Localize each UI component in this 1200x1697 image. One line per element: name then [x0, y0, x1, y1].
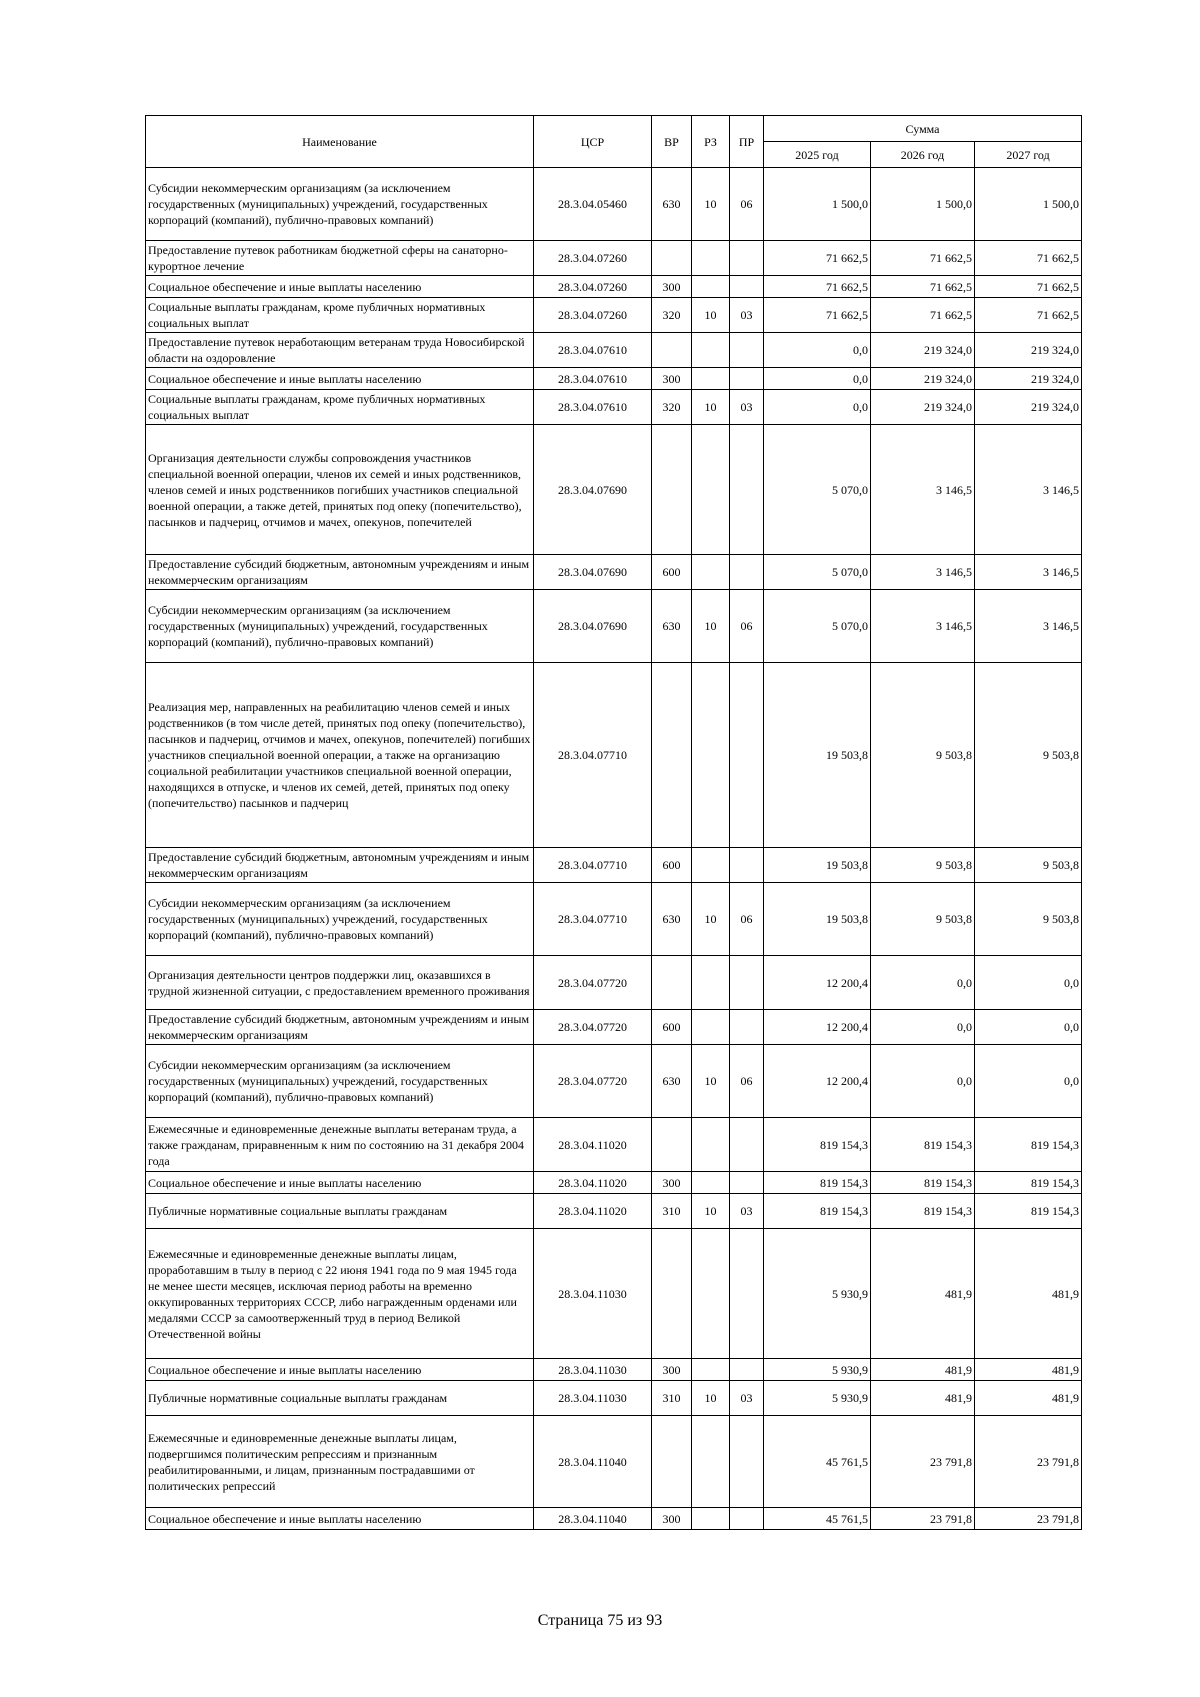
row-csr: 28.3.04.11020: [534, 1118, 652, 1172]
row-csr: 28.3.04.07260: [534, 241, 652, 276]
row-vr: [652, 1416, 692, 1508]
row-amount-2027: 0,0: [975, 956, 1082, 1010]
row-amount-2027: 481,9: [975, 1381, 1082, 1416]
row-vr: 320: [652, 390, 692, 425]
row-csr: 28.3.04.11030: [534, 1381, 652, 1416]
row-amount-2025: 19 503,8: [764, 883, 871, 956]
row-name: Публичные нормативные социальные выплаты гражданам: [146, 1194, 534, 1229]
row-name: Субсидии некоммерческим организациям (за исключением государственных (муниципальных) учреждений, государственных корпораций (компаний), публично-правовых компаний): [146, 168, 534, 241]
row-vr: 300: [652, 1172, 692, 1194]
row-csr: 28.3.04.07610: [534, 368, 652, 390]
row-rz: [692, 1118, 730, 1172]
row-amount-2027: 9 503,8: [975, 663, 1082, 848]
row-amount-2025: 45 761,5: [764, 1508, 871, 1530]
row-rz: [692, 276, 730, 298]
row-pr: 03: [730, 390, 764, 425]
row-vr: [652, 241, 692, 276]
row-name: Предоставление субсидий бюджетным, автономным учреждениям и иным некоммерческим организациям: [146, 848, 534, 883]
row-rz: 10: [692, 298, 730, 333]
row-amount-2025: 19 503,8: [764, 663, 871, 848]
row-rz: 10: [692, 1381, 730, 1416]
row-amount-2026: 71 662,5: [871, 298, 975, 333]
header-pr: ПР: [730, 116, 764, 168]
row-vr: 300: [652, 276, 692, 298]
header-csr: ЦСР: [534, 116, 652, 168]
table-row: [146, 1229, 1082, 1359]
row-amount-2025: 819 154,3: [764, 1118, 871, 1172]
row-csr: 28.3.04.11020: [534, 1194, 652, 1229]
row-rz: 10: [692, 590, 730, 663]
row-rz: [692, 368, 730, 390]
row-pr: [730, 1172, 764, 1194]
row-pr: 06: [730, 168, 764, 241]
row-amount-2026: 9 503,8: [871, 663, 975, 848]
row-amount-2027: 819 154,3: [975, 1194, 1082, 1229]
row-vr: 630: [652, 883, 692, 956]
row-amount-2027: 0,0: [975, 1010, 1082, 1045]
row-amount-2027: 3 146,5: [975, 425, 1082, 555]
row-csr: 28.3.04.11030: [534, 1229, 652, 1359]
row-pr: [730, 1229, 764, 1359]
row-amount-2026: 23 791,8: [871, 1416, 975, 1508]
row-rz: [692, 1359, 730, 1381]
row-amount-2025: 5 930,9: [764, 1381, 871, 1416]
table-row: [146, 1359, 1082, 1381]
row-amount-2025: 5 930,9: [764, 1229, 871, 1359]
row-pr: [730, 241, 764, 276]
row-amount-2027: 219 324,0: [975, 390, 1082, 425]
row-amount-2025: 12 200,4: [764, 1045, 871, 1118]
row-amount-2025: 71 662,5: [764, 298, 871, 333]
row-csr: 28.3.04.11030: [534, 1359, 652, 1381]
header-name: Наименование: [146, 116, 534, 168]
row-csr: 28.3.04.11040: [534, 1508, 652, 1530]
row-amount-2026: 3 146,5: [871, 425, 975, 555]
row-amount-2026: 819 154,3: [871, 1172, 975, 1194]
row-csr: 28.3.04.07710: [534, 883, 652, 956]
row-amount-2027: 23 791,8: [975, 1416, 1082, 1508]
row-csr: 28.3.04.07720: [534, 956, 652, 1010]
row-rz: [692, 1172, 730, 1194]
row-amount-2025: 819 154,3: [764, 1172, 871, 1194]
row-amount-2027: 9 503,8: [975, 883, 1082, 956]
row-amount-2027: 9 503,8: [975, 848, 1082, 883]
row-vr: [652, 663, 692, 848]
row-csr: 28.3.04.07260: [534, 276, 652, 298]
table-row: [146, 1508, 1082, 1530]
row-pr: 06: [730, 590, 764, 663]
row-amount-2026: 0,0: [871, 956, 975, 1010]
row-name: Социальное обеспечение и иные выплаты населению: [146, 368, 534, 390]
row-rz: 10: [692, 1194, 730, 1229]
row-name: Социальное обеспечение и иные выплаты населению: [146, 1508, 534, 1530]
row-name: Ежемесячные и единовременные денежные выплаты лицам, проработавшим в тылу в период с 22 июня 1941 года по 9 мая 1945 года не менее шести месяцев, исключая период работы на временно оккупированных территориях СССР, либо награжденным орденами или медалями СССР за самоотверженный труд в период Великой Отечественной войны: [146, 1229, 534, 1359]
row-vr: [652, 1229, 692, 1359]
row-name: Организация деятельности центров поддержки лиц, оказавшихся в трудной жизненной ситуации, с предоставлением временного проживания: [146, 956, 534, 1010]
row-amount-2026: 219 324,0: [871, 390, 975, 425]
row-rz: 10: [692, 168, 730, 241]
row-csr: 28.3.04.07260: [534, 298, 652, 333]
row-pr: 03: [730, 1194, 764, 1229]
table-row: [146, 1416, 1082, 1508]
row-amount-2027: 71 662,5: [975, 276, 1082, 298]
row-pr: [730, 1508, 764, 1530]
row-amount-2026: 71 662,5: [871, 276, 975, 298]
row-amount-2026: 9 503,8: [871, 848, 975, 883]
row-rz: 10: [692, 883, 730, 956]
header-2025: 2025 год: [764, 142, 871, 168]
table-row: [146, 1118, 1082, 1172]
row-rz: [692, 663, 730, 848]
table-row: [146, 390, 1082, 425]
row-amount-2026: 23 791,8: [871, 1508, 975, 1530]
row-vr: 300: [652, 1359, 692, 1381]
header-sum: Сумма: [764, 116, 1082, 142]
row-pr: [730, 956, 764, 1010]
row-pr: [730, 1416, 764, 1508]
row-vr: 300: [652, 1508, 692, 1530]
row-rz: 10: [692, 1045, 730, 1118]
table-row: [146, 883, 1082, 956]
row-pr: 06: [730, 883, 764, 956]
table-row: [146, 848, 1082, 883]
row-rz: [692, 425, 730, 555]
row-amount-2025: 1 500,0: [764, 168, 871, 241]
row-vr: [652, 1118, 692, 1172]
row-rz: [692, 956, 730, 1010]
row-vr: [652, 425, 692, 555]
row-amount-2025: 5 070,0: [764, 590, 871, 663]
row-name: Социальные выплаты гражданам, кроме публичных нормативных социальных выплат: [146, 390, 534, 425]
table-row: [146, 276, 1082, 298]
row-csr: 28.3.04.07710: [534, 663, 652, 848]
row-rz: [692, 555, 730, 590]
row-amount-2027: 219 324,0: [975, 368, 1082, 390]
row-vr: 310: [652, 1381, 692, 1416]
row-pr: [730, 1359, 764, 1381]
table-row: [146, 368, 1082, 390]
row-amount-2026: 819 154,3: [871, 1118, 975, 1172]
row-csr: 28.3.04.07720: [534, 1045, 652, 1118]
header-2026: 2026 год: [871, 142, 975, 168]
header-vr: ВР: [652, 116, 692, 168]
row-amount-2026: 0,0: [871, 1010, 975, 1045]
row-amount-2025: 71 662,5: [764, 276, 871, 298]
row-amount-2027: 3 146,5: [975, 590, 1082, 663]
row-pr: [730, 663, 764, 848]
row-vr: 600: [652, 1010, 692, 1045]
row-amount-2026: 219 324,0: [871, 368, 975, 390]
row-name: Ежемесячные и единовременные денежные выплаты лицам, подвергшимся политическим репрессиям и признанным реабилитированными, и лицам, признанным пострадавшими от политических репрессий: [146, 1416, 534, 1508]
row-rz: [692, 1416, 730, 1508]
row-amount-2026: 819 154,3: [871, 1194, 975, 1229]
row-amount-2027: 1 500,0: [975, 168, 1082, 241]
row-name: Субсидии некоммерческим организациям (за исключением государственных (муниципальных) учреждений, государственных корпораций (компаний), публично-правовых компаний): [146, 1045, 534, 1118]
row-amount-2027: 481,9: [975, 1359, 1082, 1381]
table-body: [146, 168, 1082, 1530]
row-amount-2026: 481,9: [871, 1229, 975, 1359]
row-vr: 320: [652, 298, 692, 333]
row-vr: [652, 333, 692, 368]
row-csr: 28.3.04.07610: [534, 333, 652, 368]
row-rz: [692, 241, 730, 276]
header-2027: 2027 год: [975, 142, 1082, 168]
row-csr: 28.3.04.11020: [534, 1172, 652, 1194]
row-amount-2025: 5 930,9: [764, 1359, 871, 1381]
row-rz: [692, 1508, 730, 1530]
row-name: Предоставление путевок неработающим ветеранам труда Новосибирской области на оздоровление: [146, 333, 534, 368]
header-rz: РЗ: [692, 116, 730, 168]
row-amount-2026: 3 146,5: [871, 590, 975, 663]
row-rz: [692, 333, 730, 368]
row-csr: 28.3.04.07690: [534, 425, 652, 555]
budget-table: [145, 115, 1082, 1530]
row-amount-2027: 0,0: [975, 1045, 1082, 1118]
row-csr: 28.3.04.11040: [534, 1416, 652, 1508]
row-name: Ежемесячные и единовременные денежные выплаты ветеранам труда, а также гражданам, приравненным к ним по состоянию на 31 декабря 2004 года: [146, 1118, 534, 1172]
row-vr: 630: [652, 1045, 692, 1118]
table-row: [146, 168, 1082, 241]
row-amount-2027: 819 154,3: [975, 1118, 1082, 1172]
row-amount-2025: 0,0: [764, 333, 871, 368]
row-pr: [730, 368, 764, 390]
row-csr: 28.3.04.07690: [534, 590, 652, 663]
row-amount-2025: 12 200,4: [764, 1010, 871, 1045]
row-amount-2027: 71 662,5: [975, 298, 1082, 333]
row-vr: [652, 956, 692, 1010]
row-name: Социальное обеспечение и иные выплаты населению: [146, 276, 534, 298]
row-pr: [730, 848, 764, 883]
row-amount-2026: 3 146,5: [871, 555, 975, 590]
row-pr: [730, 276, 764, 298]
row-pr: [730, 1118, 764, 1172]
row-name: Реализация мер, направленных на реабилитацию членов семей и иных родственников (в том числе детей, принятых под опеку (попечительство), пасынков и падчериц, отчимов и мачех, опекунов, попечителей) погибших участников специальной военной операции, а также на организацию социальной реабилитации участников специальной военной операции, находящихся в отпуске, и членов их семей, детей, принятых под опеку (попечительство) пасынков и падчериц: [146, 663, 534, 848]
row-rz: [692, 848, 730, 883]
row-amount-2026: 9 503,8: [871, 883, 975, 956]
row-pr: [730, 1010, 764, 1045]
row-amount-2025: 19 503,8: [764, 848, 871, 883]
row-amount-2026: 71 662,5: [871, 241, 975, 276]
row-name: Субсидии некоммерческим организациям (за исключением государственных (муниципальных) учреждений, государственных корпораций (компаний), публично-правовых компаний): [146, 590, 534, 663]
row-pr: [730, 555, 764, 590]
row-pr: 06: [730, 1045, 764, 1118]
row-csr: 28.3.04.05460: [534, 168, 652, 241]
page-number: Страница 75 из 93: [537, 1612, 663, 1629]
row-name: Предоставление путевок работникам бюджетной сферы на санаторно-курортное лечение: [146, 241, 534, 276]
table-row: [146, 663, 1082, 848]
row-amount-2025: 5 070,0: [764, 425, 871, 555]
row-csr: 28.3.04.07720: [534, 1010, 652, 1045]
row-csr: 28.3.04.07690: [534, 555, 652, 590]
row-amount-2027: 3 146,5: [975, 555, 1082, 590]
table-row: [146, 1045, 1082, 1118]
row-rz: [692, 1229, 730, 1359]
row-amount-2025: 71 662,5: [764, 241, 871, 276]
row-pr: [730, 425, 764, 555]
table-row: [146, 425, 1082, 555]
row-amount-2026: 481,9: [871, 1359, 975, 1381]
row-vr: 600: [652, 555, 692, 590]
row-amount-2027: 71 662,5: [975, 241, 1082, 276]
table-row: [146, 555, 1082, 590]
row-vr: 630: [652, 590, 692, 663]
row-name: Предоставление субсидий бюджетным, автономным учреждениям и иным некоммерческим организациям: [146, 1010, 534, 1045]
row-name: Субсидии некоммерческим организациям (за исключением государственных (муниципальных) учреждений, государственных корпораций (компаний), публично-правовых компаний): [146, 883, 534, 956]
row-rz: [692, 1010, 730, 1045]
row-vr: 300: [652, 368, 692, 390]
row-amount-2026: 0,0: [871, 1045, 975, 1118]
table-row: [146, 1381, 1082, 1416]
row-vr: 630: [652, 168, 692, 241]
row-pr: 03: [730, 1381, 764, 1416]
table-row: [146, 241, 1082, 276]
row-amount-2025: 12 200,4: [764, 956, 871, 1010]
table-row: [146, 956, 1082, 1010]
row-vr: 310: [652, 1194, 692, 1229]
row-pr: 03: [730, 298, 764, 333]
table-row: [146, 1010, 1082, 1045]
row-csr: 28.3.04.07610: [534, 390, 652, 425]
row-amount-2025: 819 154,3: [764, 1194, 871, 1229]
row-name: Социальные выплаты гражданам, кроме публичных нормативных социальных выплат: [146, 298, 534, 333]
row-amount-2026: 1 500,0: [871, 168, 975, 241]
row-amount-2025: 45 761,5: [764, 1416, 871, 1508]
table-row: [146, 298, 1082, 333]
row-rz: 10: [692, 390, 730, 425]
row-name: Публичные нормативные социальные выплаты гражданам: [146, 1381, 534, 1416]
row-amount-2025: 0,0: [764, 390, 871, 425]
row-amount-2026: 481,9: [871, 1381, 975, 1416]
row-name: Организация деятельности службы сопровождения участников специальной военной операции, членов их семей и иных родственников, членов семей и иных родственников погибших участников специальной военной операции, а также детей, принятых под опеку (попечительство), пасынков и падчериц, отчимов и мачех, опекунов, попечителей: [146, 425, 534, 555]
row-vr: 600: [652, 848, 692, 883]
row-name: Социальное обеспечение и иные выплаты населению: [146, 1359, 534, 1381]
table-row: [146, 590, 1082, 663]
row-amount-2027: 819 154,3: [975, 1172, 1082, 1194]
row-csr: 28.3.04.07710: [534, 848, 652, 883]
row-amount-2025: 0,0: [764, 368, 871, 390]
row-name: Предоставление субсидий бюджетным, автономным учреждениям и иным некоммерческим организациям: [146, 555, 534, 590]
row-amount-2027: 23 791,8: [975, 1508, 1082, 1530]
row-amount-2027: 481,9: [975, 1229, 1082, 1359]
table-row: [146, 1172, 1082, 1194]
row-amount-2025: 5 070,0: [764, 555, 871, 590]
row-name: Социальное обеспечение и иные выплаты населению: [146, 1172, 534, 1194]
table-row: [146, 1194, 1082, 1229]
row-amount-2026: 219 324,0: [871, 333, 975, 368]
table-row: [146, 333, 1082, 368]
row-pr: [730, 333, 764, 368]
row-amount-2027: 219 324,0: [975, 333, 1082, 368]
